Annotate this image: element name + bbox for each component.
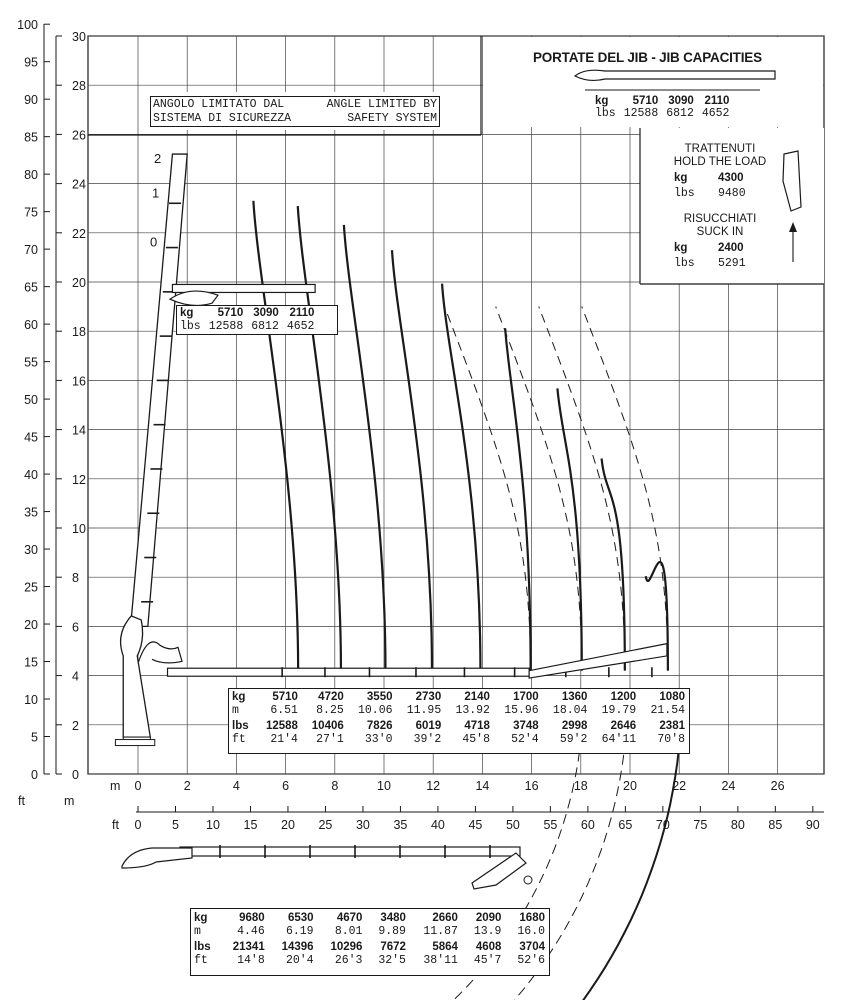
x-m-tick-label-18: 18 <box>573 779 588 793</box>
main-ft-5: 52'4 <box>511 733 539 746</box>
x-ft-tick-label-0: 0 <box>134 818 142 832</box>
main-ft-4: 45'8 <box>462 733 490 746</box>
y-ft-tick-label-55: 55 <box>24 355 38 370</box>
y-m-tick-label-24: 24 <box>72 177 86 192</box>
main-ft-1: 27'1 <box>316 733 344 746</box>
y-m-tick-label-4: 4 <box>72 669 79 684</box>
y-ft-tick-label-100: 100 <box>17 18 38 33</box>
suck-in-kg: 2400 <box>718 242 744 254</box>
bottom-ft-3: 32'5 <box>378 954 406 967</box>
x-ft-tick-label-50: 50 <box>505 818 520 832</box>
y-ft-tick-label-5: 5 <box>31 730 38 745</box>
main-ft-8: 70'8 <box>657 733 685 746</box>
bottom-m-label: m <box>194 925 201 938</box>
main-ft-7: 64'11 <box>601 733 637 746</box>
angle-note-en-1: ANGLE LIMITED BY <box>326 98 437 111</box>
jib-pos-label-0: 0 <box>150 234 158 250</box>
y-axis-ft-label: ft <box>18 794 25 808</box>
inner-kg-label: kg <box>180 307 194 319</box>
hold-load-values <box>674 171 746 201</box>
jib-inner-table <box>176 305 338 335</box>
main-ft-label: ft <box>232 733 246 746</box>
y-m-tick-label-6: 6 <box>72 620 79 635</box>
bottom-m-1: 6.19 <box>285 925 314 938</box>
bottom-lbs-6: 3704 <box>519 941 545 953</box>
suck-in-title-en: SUCK IN <box>696 226 744 238</box>
main-kg-1: 4720 <box>318 691 344 703</box>
y-ft-tick-label-95: 95 <box>24 55 38 70</box>
x-ft-tick-label-70: 70 <box>655 818 670 832</box>
x-ft-tick-label-5: 5 <box>172 818 179 832</box>
y-m-tick-label-2: 2 <box>72 718 79 733</box>
y-m-tick-label-10: 10 <box>72 522 86 536</box>
y-m-tick-label-8: 8 <box>72 571 79 586</box>
bottom-m-6: 16.0 <box>517 925 545 938</box>
main-lbs-4: 4718 <box>464 720 490 732</box>
x-ft-tick-label-90: 90 <box>805 818 820 832</box>
x-ft-tick-label-45: 45 <box>468 818 483 832</box>
bottom-m-0: 4.46 <box>237 925 265 938</box>
x-m-tick-label-22: 22 <box>672 779 687 793</box>
x-m-tick-label-4: 4 <box>232 779 240 793</box>
hold-load-block <box>660 143 780 169</box>
bottom-kg-1: 6530 <box>287 912 314 924</box>
inner-kg-0: 5710 <box>217 307 244 319</box>
x-ft-tick-label-80: 80 <box>730 818 745 832</box>
jib-kg-2: 2110 <box>704 95 730 107</box>
main-kg-7: 1200 <box>610 691 637 703</box>
angle-note-it-2: SISTEMA DI SICUREZZA <box>153 112 292 125</box>
x-m-tick-label-8: 8 <box>331 779 339 793</box>
bottom-lbs-label: lbs <box>194 941 211 953</box>
bottom-lbs-2: 10296 <box>330 941 363 953</box>
main-lbs-5: 3748 <box>513 720 539 732</box>
main-ft-6: 59'2 <box>559 733 588 746</box>
bottom-ft-2: 26'3 <box>334 954 363 967</box>
main-load-table <box>228 688 690 754</box>
jib-capacities-table <box>592 95 733 120</box>
bottom-ft-4: 38'11 <box>423 954 458 967</box>
bottom-lbs-1: 14396 <box>281 941 314 953</box>
main-kg-3: 2730 <box>415 691 442 703</box>
x-m-tick-label-20: 20 <box>623 779 637 793</box>
bottom-lbs-0: 21341 <box>232 941 265 953</box>
main-lbs-label: lbs <box>232 720 249 732</box>
main-lbs-8: 2381 <box>659 720 685 732</box>
x-m-tick-label-14: 14 <box>475 779 490 793</box>
y-ft-tick-label-10: 10 <box>24 693 38 708</box>
bottom-kg-5: 2090 <box>475 912 502 924</box>
suck-in-kg-label: kg <box>674 242 688 254</box>
main-kg-label: kg <box>232 691 246 703</box>
main-kg-2: 3550 <box>366 691 393 703</box>
jib-pos-label-1: 1 <box>152 185 160 201</box>
y-ft-tick-label-50: 50 <box>24 393 38 408</box>
inner-lbs-0: 12588 <box>208 320 244 333</box>
main-ft-3: 39'2 <box>413 733 442 746</box>
load-curve-2 <box>344 225 386 671</box>
main-boom <box>168 668 530 676</box>
load-curve-0 <box>253 201 298 671</box>
x-m-tick-label-12: 12 <box>426 779 441 793</box>
x-ft-tick-label-40: 40 <box>430 818 445 832</box>
x-m-tick-label-0: 0 <box>134 779 142 793</box>
bottom-kg-3: 3480 <box>380 912 406 924</box>
main-m-5: 15.96 <box>504 704 539 717</box>
load-curve-6 <box>557 388 581 670</box>
main-ft-0: 21'4 <box>270 733 298 746</box>
folded-boom <box>180 847 520 856</box>
main-m-8: 21.54 <box>650 704 685 717</box>
x-ft-tick-label-25: 25 <box>318 818 333 832</box>
x-m-tick-label-2: 2 <box>183 779 191 793</box>
bottom-kg-label: kg <box>194 912 208 924</box>
bottom-m-3: 9.89 <box>378 925 406 938</box>
inner-kg-2: 2110 <box>289 307 315 319</box>
x-ft-tick-label-55: 55 <box>543 818 558 832</box>
hold-load-kg: 4300 <box>718 172 744 184</box>
bottom-lbs-5: 4608 <box>475 941 502 953</box>
jib-extension <box>529 644 667 678</box>
bottom-ft-0: 14'8 <box>237 954 265 967</box>
inner-kg-1: 3090 <box>253 307 279 319</box>
y-m-tick-label-14: 14 <box>72 423 86 438</box>
hold-load-kg-label: kg <box>674 172 688 184</box>
load-curve-5 <box>505 328 530 670</box>
y-ft-tick-label-85: 85 <box>24 130 38 145</box>
y-ft-tick-label-30: 30 <box>24 543 38 558</box>
main-kg-4: 2140 <box>464 691 490 703</box>
y-ft-tick-label-15: 15 <box>24 655 38 670</box>
main-lbs-2: 7826 <box>366 720 393 732</box>
bottom-kg-2: 4670 <box>336 912 363 924</box>
load-curve-4 <box>442 284 480 671</box>
bottom-m-5: 13.9 <box>473 925 502 938</box>
bottom-load-table <box>190 908 550 976</box>
bottom-m-2: 8.01 <box>334 925 363 938</box>
main-kg-6: 1360 <box>561 691 588 703</box>
main-kg-0: 5710 <box>272 691 298 703</box>
load-curve-3 <box>392 250 432 670</box>
y-m-tick-label-18: 18 <box>72 325 86 340</box>
x-m-tick-label-16: 16 <box>524 779 539 793</box>
suck-in-lbs-label: lbs <box>674 257 695 270</box>
suck-in-block <box>660 213 780 239</box>
x-axis-m-label: m <box>110 779 121 793</box>
angle-limit-note <box>150 96 440 127</box>
main-m-2: 10.06 <box>357 704 393 717</box>
bottom-kg-4: 2660 <box>432 912 458 924</box>
y-m-tick-label-20: 20 <box>72 276 86 290</box>
crane-foot <box>115 740 154 746</box>
y-m-tick-label-26: 26 <box>72 128 86 143</box>
x-axis-ft-label: ft <box>112 818 119 832</box>
angle-note-it-1: ANGOLO LIMITATO DAL <box>153 98 285 111</box>
main-lbs-7: 2646 <box>610 720 637 732</box>
jib-pos-label-2: 2 <box>154 151 162 166</box>
bottom-ft-label: ft <box>194 954 208 967</box>
x-m-tick-label-10: 10 <box>377 779 391 793</box>
angle-note-en-2: SAFETY SYSTEM <box>347 112 437 125</box>
main-m-4: 13.92 <box>455 704 490 717</box>
bottom-ft-5: 45'7 <box>473 954 502 967</box>
load-curve-7 <box>602 459 625 671</box>
main-lbs-1: 10406 <box>311 720 344 732</box>
top-jib-head <box>170 291 218 305</box>
y-ft-tick-label-25: 25 <box>24 580 38 595</box>
main-m-0: 6.51 <box>270 704 298 717</box>
crane-column <box>121 616 151 737</box>
bottom-kg-0: 9680 <box>239 912 265 924</box>
main-kg-8: 1080 <box>659 691 685 703</box>
y-ft-tick-label-0: 0 <box>31 768 38 782</box>
x-ft-tick-label-20: 20 <box>281 818 295 832</box>
y-ft-tick-label-65: 65 <box>24 280 38 295</box>
main-lbs-3: 6019 <box>415 720 442 732</box>
y-ft-tick-label-40: 40 <box>24 468 38 483</box>
jib-lbs-1: 6812 <box>666 107 694 120</box>
jib-kg-0: 5710 <box>632 95 659 107</box>
y-ft-tick-label-45: 45 <box>24 430 38 445</box>
hold-load-lbs-label: lbs <box>674 187 695 200</box>
main-m-1: 8.25 <box>316 704 344 717</box>
y-ft-tick-label-35: 35 <box>24 505 38 520</box>
main-kg-5: 1700 <box>513 691 539 703</box>
x-ft-tick-label-75: 75 <box>693 818 708 832</box>
y-ft-tick-label-20: 20 <box>24 618 38 633</box>
suck-in-lbs: 5291 <box>718 257 746 270</box>
load-curve-dashed-5 <box>445 307 531 671</box>
inner-lbs-2: 4652 <box>286 320 315 333</box>
hold-load-title-en: HOLD THE LOAD <box>673 156 767 168</box>
bottom-lbs-4: 5864 <box>432 941 458 953</box>
y-ft-tick-label-90: 90 <box>24 93 38 108</box>
folded-jib-tip <box>472 853 526 889</box>
bottom-kg-6: 1680 <box>519 912 545 924</box>
x-m-tick-label-6: 6 <box>282 779 290 793</box>
folded-hook <box>524 876 532 884</box>
x-ft-tick-label-65: 65 <box>618 818 633 832</box>
suck-in-values <box>674 241 746 271</box>
suck-in-title-it: RISUCCHIATI <box>683 213 757 225</box>
main-m-3: 11.95 <box>406 704 442 717</box>
y-m-tick-label-16: 16 <box>72 374 86 389</box>
main-m-6: 18.04 <box>552 704 588 717</box>
main-lbs-0: 12588 <box>265 720 298 732</box>
y-m-tick-label-0: 0 <box>72 768 79 782</box>
jib-kg-1: 3090 <box>668 95 694 107</box>
jib-lbs-2: 4652 <box>701 107 730 120</box>
y-axis-m-label: m <box>64 794 75 808</box>
chart-title: PORTATE DEL JIB - JIB CAPACITIES <box>533 50 762 65</box>
y-m-tick-label-30: 30 <box>72 30 86 44</box>
jib-icon <box>575 70 775 80</box>
jib-kg-label: kg <box>595 95 609 107</box>
x-ft-tick-label-35: 35 <box>393 818 408 832</box>
y-m-tick-label-12: 12 <box>72 472 86 487</box>
x-ft-tick-label-60: 60 <box>580 818 595 832</box>
x-m-tick-label-26: 26 <box>770 779 785 793</box>
main-m-7: 19.79 <box>601 704 637 717</box>
x-m-tick-label-24: 24 <box>721 779 736 793</box>
x-ft-tick-label-10: 10 <box>206 818 220 832</box>
hold-load-lbs: 9480 <box>718 187 746 200</box>
folded-column <box>122 848 192 868</box>
main-lbs-6: 2998 <box>561 720 588 732</box>
y-m-tick-label-28: 28 <box>72 79 86 94</box>
y-ft-tick-label-75: 75 <box>24 205 38 220</box>
inner-lbs-label: lbs <box>180 320 201 333</box>
y-ft-tick-label-80: 80 <box>24 168 38 183</box>
main-boom-knuckle <box>138 642 182 663</box>
bottom-lbs-3: 7672 <box>380 941 406 953</box>
bottom-ft-1: 20'4 <box>285 954 314 967</box>
main-m-label: m <box>232 704 239 717</box>
vertical-boom <box>131 154 188 626</box>
x-ft-tick-label-30: 30 <box>355 818 370 832</box>
jib-lbs-0: 12588 <box>623 107 659 120</box>
x-ft-tick-label-85: 85 <box>768 818 783 832</box>
main-ft-2: 33'0 <box>364 733 393 746</box>
jib-lbs-label: lbs <box>595 107 616 120</box>
bottom-ft-6: 52'6 <box>517 954 545 967</box>
hold-load-title-it: TRATTENUTI <box>684 143 756 155</box>
inner-lbs-1: 6812 <box>251 320 279 333</box>
y-m-tick-label-22: 22 <box>72 226 86 241</box>
y-ft-tick-label-70: 70 <box>24 243 38 258</box>
y-ft-tick-label-60: 60 <box>24 318 38 333</box>
bottom-m-4: 11.87 <box>423 925 458 938</box>
x-ft-tick-label-15: 15 <box>243 818 258 832</box>
